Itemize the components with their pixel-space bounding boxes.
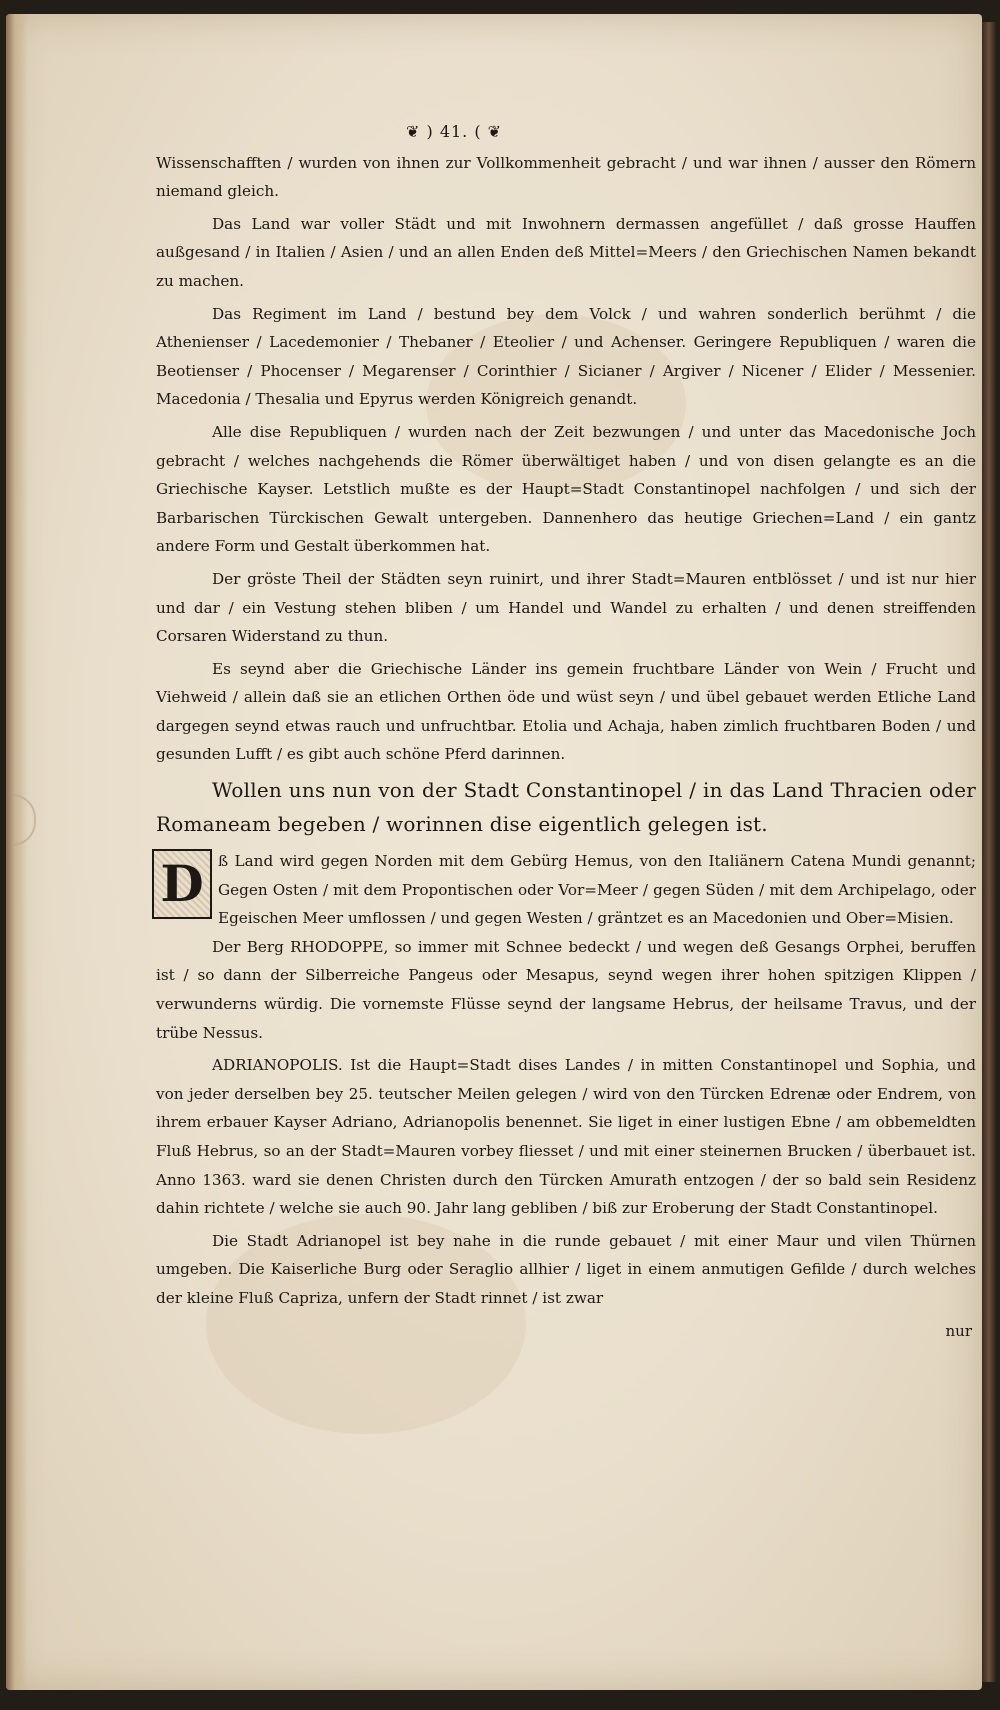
paragraph: Der gröste Theil der Städten seyn ruinirt, und ihrer Stadt=Mauren entblösset / und ist nur hier und dar / ein Vestung stehen bliben / um Handel und Wandel zu erhalten / und denen streiffenden Corsaren Widerstand zu thun. [156, 569, 976, 646]
page-text [156, 118, 976, 1345]
paragraph: ADRIANOPOLIS. Ist die Haupt=Stadt dises Landes / in mitten Constantinopel und Sophia, und von jeder derselben bey 25. teutscher Meilen gelegen / wird von den Türcken Edrenæ oder Endrem, von ihrem erbauer Kayser Adriano, Adrianopolis benennet. Sie liget in einer lustigen Ebne / am obbemeldten Fluß Hebrus, so an der Stadt=Mauren vorbey fliesset / und mit einer steinernen Brucken / überbauet ist. Anno 1363. ward sie denen Christen durch den Türcken Amurath entzogen / der so bald sein Residenz dahin richtete / welche sie auch 90. Jahr lang gebliben / biß zur Eroberung der Stadt Constantinopel. [156, 1056, 976, 1218]
paragraph: Wissenschafften / wurden von ihnen zur Vollkommenheit gebracht / und war ihnen / ausser den Römern niemand gleich. [156, 153, 976, 201]
decorated-initial: D [152, 849, 212, 919]
initial-paragraph [156, 847, 976, 933]
paragraph: Alle dise Republiquen / wurden nach der Zeit bezwungen / und unter das Macedonische Joch gebracht / welches nachgehends die Römer überwältiget haben / und von disen gelangte es an die Griechische Kayser. Letstlich mußte es der Haupt=Stadt Constantinopel nachfolgen / und sich der Barbarischen Türckischen Gewalt untergeben. Dannenhero das heutige Griechen=Land / ein gantz andere Form und Gestalt überkommen hat. [156, 422, 976, 556]
fold-mark [12, 794, 36, 846]
page-header: ❦ ) 41. ( ❦ [406, 122, 503, 141]
catchword: nur [945, 1321, 972, 1340]
paragraph: Es seynd aber die Griechische Länder ins gemein fruchtbare Länder von Wein / Frucht und Viehweid / allein daß sie an etlichen Orthen öde und wüst seyn / und übel gebauet werden Etliche Land dargegen seynd etwas rauch und unfruchtbar. Etolia und Achaja, haben zimlich fruchtbaren Boden / und gesunden Lufft / es gibt auch schöne Pferd darinnen. [156, 659, 976, 764]
paragraph: Das Land war voller Städt und mit Inwohnern dermassen angefüllet / daß grosse Hauffen außgesand / in Italien / Asien / und an allen Enden deß Mittel=Meers / den Griechischen Namen bekandt zu machen. [156, 214, 976, 290]
binding-edge [6, 14, 28, 1690]
paragraph: Das Regiment im Land / bestund bey dem Volck / und wahren sonderlich berühmt / die Athenienser / Lacedemonier / Thebaner / Eteolier / und Achenser. Geringere Republiquen / waren die Beotienser / Phocenser / Megarenser / Corinthier / Sicianer / Argiver / Nicener / Elider / Messenier. Macedonia / Thesalia und Epyrus werden Königreich genandt. [156, 304, 976, 409]
paragraph: Der Berg RHODOPPE, so immer mit Schnee bedeckt / und wegen deß Gesangs Orphei, beruffen ist / so dann der Silberreiche Pangeus oder Mesapus, seynd wegen ihrer hohen spitzigen Klippen / verwunderns würdig. Die vornemste Flüsse seynd der langsame Hebrus, der heilsame Travus, und der trübe Nessus. [156, 937, 976, 1042]
page-edge-right [982, 22, 996, 1682]
book-page [6, 14, 982, 1690]
initial-paragraph-text: ß Land wird gegen Norden mit dem Gebürg Hemus, von den Italiänern Catena Mundi genannt; Gegen Osten / mit dem Propontischen oder Vor=Meer / gegen Süden / mit dem Archipelago, oder Egeischen Meer umflossen / und gegen Westen / gräntzet es an Macedonien und Ober=Misien. [218, 852, 976, 928]
section-heading: Wollen uns nun von der Stadt Constantinopel / in das Land Thracien oder Romaneam begeben / worinnen dise eigentlich gelegen ist. [156, 778, 976, 837]
paragraph: Die Stadt Adrianopel ist bey nahe in die runde gebauet / mit einer Maur und vilen Thürnen umgeben. Die Kaiserliche Burg oder Seraglio allhier / liget in einem anmutigen Gefilde / durch welches der kleine Fluß Capriza, unfern der Stadt rinnet / ist zwar [156, 1231, 976, 1307]
